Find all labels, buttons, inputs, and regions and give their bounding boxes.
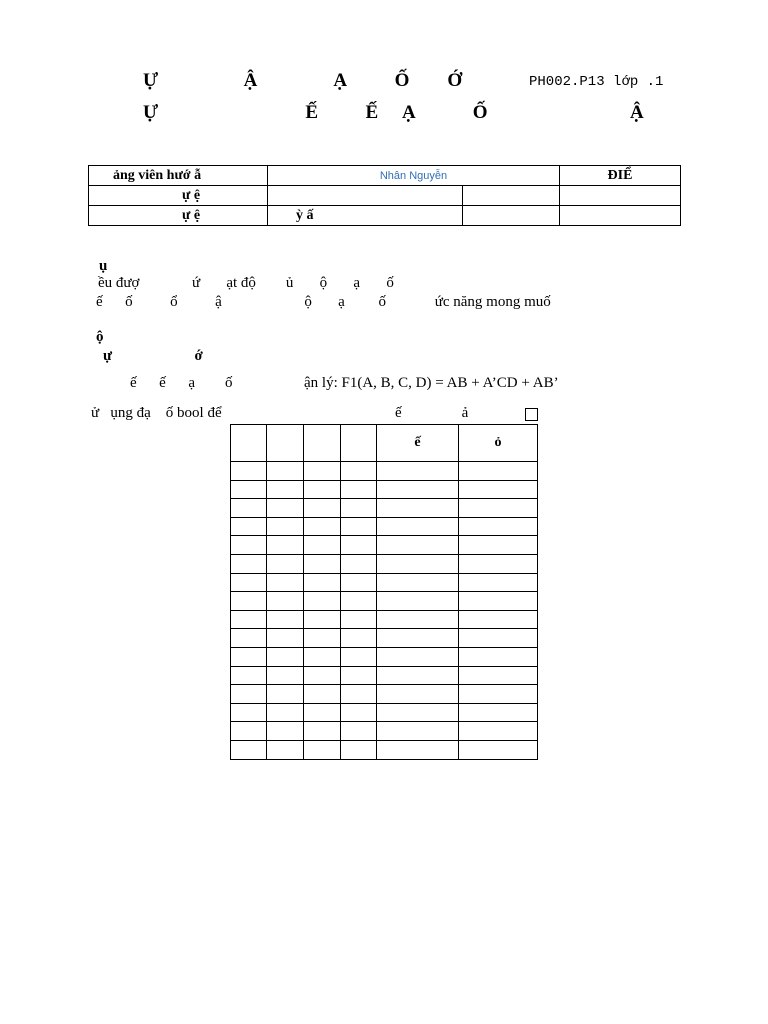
truth-cell [267,722,304,741]
truth-cell [304,666,341,685]
checkbox[interactable] [525,408,538,421]
table-row [231,740,538,759]
truth-cell [304,573,341,592]
truth-cell [231,610,267,629]
truth-cell [459,629,538,648]
truth-cell [304,480,341,499]
truth-cell [377,554,459,573]
truth-cell [341,536,377,555]
truth-cell [267,573,304,592]
table-row [231,499,538,518]
row3-label: ự ệ [89,206,268,226]
truth-cell [377,629,459,648]
truth-cell [304,592,341,611]
table-row [231,610,538,629]
truth-header-cell [304,425,341,462]
truth-cell [267,517,304,536]
truth-cell [341,685,377,704]
row2-extra [463,186,560,206]
row3-extra [463,206,560,226]
truth-cell [304,536,341,555]
truth-cell [459,685,538,704]
truth-cell [459,647,538,666]
table-row [231,647,538,666]
info-table [88,165,681,226]
truth-cell [304,499,341,518]
instructor-name: Nhân Nguyễn [268,166,560,186]
truth-cell [267,629,304,648]
section2-subheading: ự ớ [103,348,203,364]
truth-cell [459,722,538,741]
truth-cell [341,499,377,518]
table-row [231,592,538,611]
truth-cell [459,480,538,499]
row3-score [560,206,681,226]
info-row-3 [89,206,681,226]
instruction-text: ử ụng đạ ố bool để [91,405,222,421]
truth-cell [304,517,341,536]
truth-cell [341,462,377,481]
truth-cell [377,740,459,759]
truth-cell [231,573,267,592]
truth-cell [377,462,459,481]
truth-cell [231,517,267,536]
truth-cell [231,647,267,666]
truth-cell [304,722,341,741]
truth-cell [267,666,304,685]
truth-cell [231,722,267,741]
course-code: PH002.P13 lớp .1 [529,74,664,90]
truth-cell [341,480,377,499]
info-row-instructor [89,166,681,186]
truth-cell [459,499,538,518]
truth-cell [341,629,377,648]
truth-cell [377,685,459,704]
truth-cell [341,610,377,629]
truth-cell [459,462,538,481]
truth-cell [267,499,304,518]
truth-cell [459,573,538,592]
truth-cell [377,722,459,741]
truth-cell [304,703,341,722]
truth-cell [377,666,459,685]
truth-cell [304,462,341,481]
truth-cell [267,554,304,573]
truth-header-cell [231,425,267,462]
task-formula: ận lý: F1(A, B, C, D) = AB + A’CD + AB’ [304,375,559,391]
row2-score [560,186,681,206]
truth-cell [341,722,377,741]
truth-cell [341,592,377,611]
truth-table [230,424,538,760]
table-row [231,685,538,704]
truth-cell [304,740,341,759]
truth-cell [304,685,341,704]
truth-header-cell [267,425,304,462]
header-line-1: Ự Ậ Ạ Ố Ớ [143,70,463,91]
truth-cell [267,685,304,704]
truth-cell [459,554,538,573]
info-row-2 [89,186,681,206]
truth-cell [267,480,304,499]
truth-table-header [231,425,538,462]
truth-cell [459,610,538,629]
section1-heading: ụ [99,258,108,274]
table-row [231,554,538,573]
truth-cell [459,536,538,555]
table-row [231,666,538,685]
truth-cell [231,685,267,704]
truth-cell [231,703,267,722]
row3-value: ỳ ấ [268,206,463,226]
truth-cell [231,666,267,685]
truth-cell [341,517,377,536]
row2-label: ự ệ [89,186,268,206]
section2-heading: ộ [96,329,104,345]
truth-cell [377,703,459,722]
truth-cell [231,499,267,518]
truth-cell [231,554,267,573]
truth-cell [341,666,377,685]
truth-cell [231,629,267,648]
table-row [231,703,538,722]
truth-cell [459,740,538,759]
table-row [231,517,538,536]
table-row [231,722,538,741]
truth-cell [459,703,538,722]
truth-cell [459,517,538,536]
table-row [231,573,538,592]
truth-cell [341,554,377,573]
truth-cell [267,592,304,611]
truth-cell [231,536,267,555]
row2-value [268,186,463,206]
truth-header-cell: ế [377,425,459,462]
section1-line2: ế ố ổ ậ ộ ạ ố ức năng mong muố [96,294,551,310]
truth-cell [341,647,377,666]
truth-cell [459,666,538,685]
truth-cell [377,480,459,499]
score-label: ĐIỂ [560,166,681,186]
truth-cell [459,592,538,611]
task-prefix: ế ế ạ ố [130,375,233,391]
truth-cell [377,573,459,592]
truth-cell [377,610,459,629]
truth-cell [231,462,267,481]
truth-cell [377,499,459,518]
truth-cell [341,573,377,592]
table-row [231,480,538,499]
truth-cell [341,703,377,722]
truth-cell [304,610,341,629]
section1-line1: ều đượ ứ ạt độ ủ ộ ạ ố [98,275,394,291]
truth-header-cell [341,425,377,462]
truth-cell [341,740,377,759]
table-row [231,536,538,555]
table-row [231,629,538,648]
truth-cell [267,462,304,481]
truth-cell [304,647,341,666]
instruction-mid: ế ả [395,405,469,421]
truth-cell [304,554,341,573]
truth-cell [267,740,304,759]
truth-header-cell: ỏ [459,425,538,462]
truth-cell [377,647,459,666]
truth-cell [267,610,304,629]
truth-cell [231,740,267,759]
truth-cell [304,629,341,648]
truth-cell [377,536,459,555]
table-row [231,462,538,481]
truth-cell [377,592,459,611]
truth-cell [231,480,267,499]
instructor-label: ảng viên hướ ẫ [89,166,268,186]
truth-cell [231,592,267,611]
truth-cell [267,536,304,555]
header-line-2: Ự Ế Ế Ạ Ố Ậ [143,102,644,123]
truth-cell [267,647,304,666]
truth-cell [267,703,304,722]
truth-cell [377,517,459,536]
